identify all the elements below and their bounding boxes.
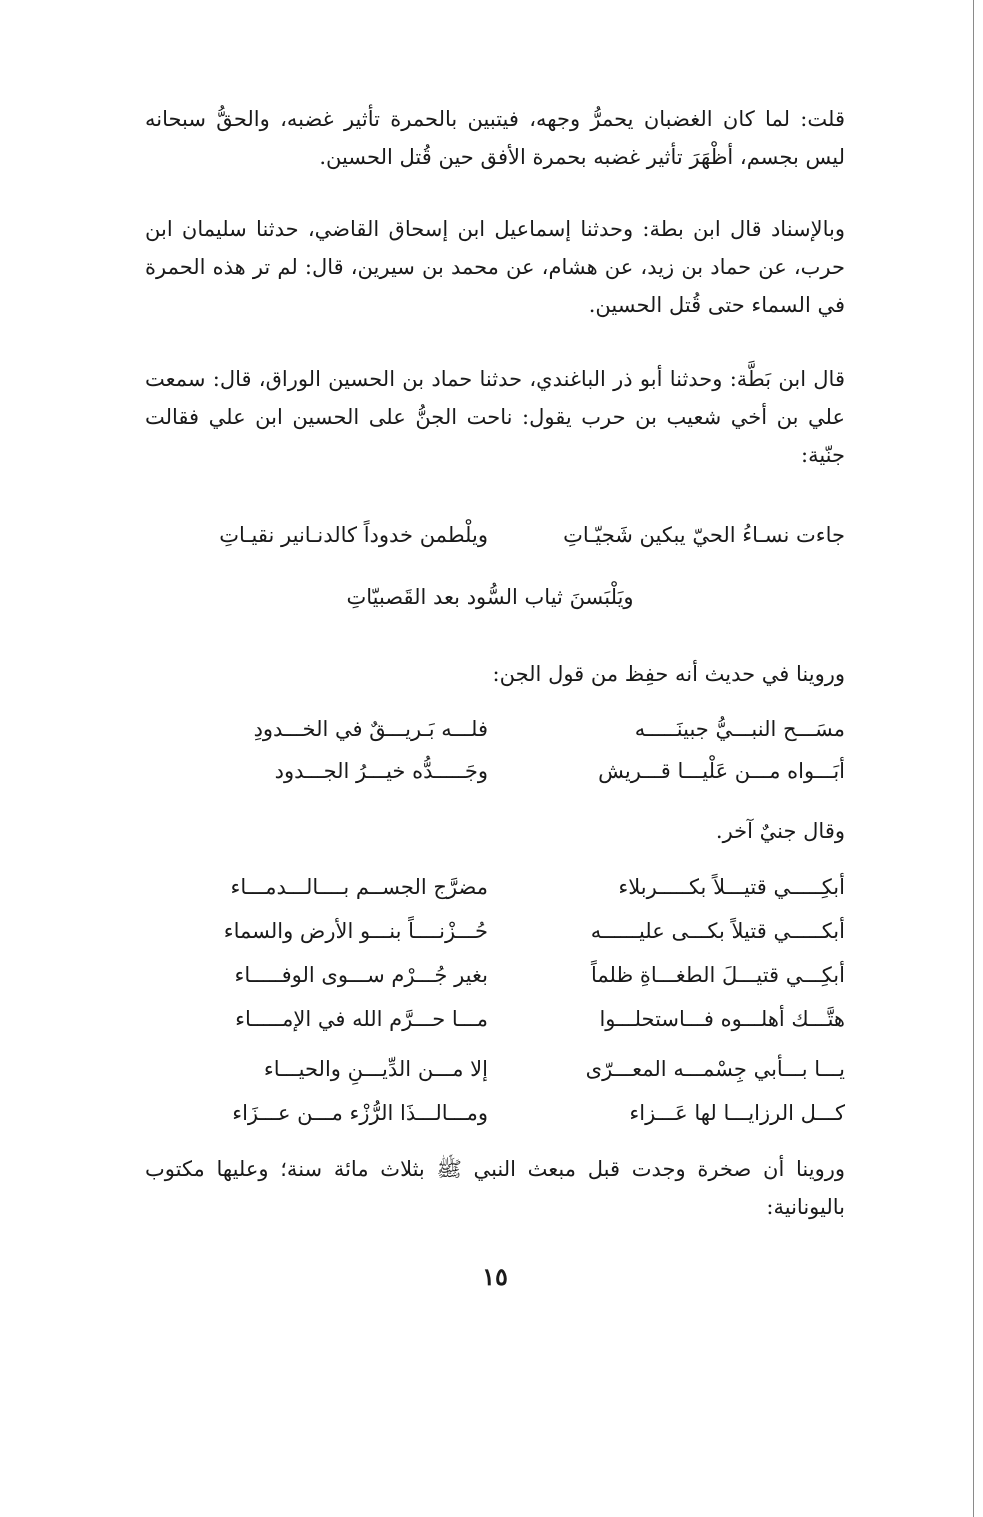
- poem2-line1-second-hemistich: فلـــه بَـريـــقٌ في الخـــدودِ: [253, 717, 488, 741]
- poem3-line5-second-hemistich: إلا مـــن الدِّيـــنِ والحيـــاء: [263, 1057, 488, 1081]
- poem3-intro: وقال جنيٌ آخر.: [715, 819, 845, 843]
- poem3-line2-second-hemistich: حُـــزْنــــاً بنـــو الأرض والسماء: [223, 919, 488, 943]
- poem1-line1-first-hemistich: جاءت نسـاءُ الحيّ يبكين شَجيّـاتِ: [563, 523, 845, 547]
- paragraph-2: وبالإسناد قال ابن بطة: وحدثنا إسماعيل ابن إسحاق القاضي، حدثنا سليمان ابن حرب، عن حماد بن زيد، عن هشام، عن محمد بن سيرين، قال: لم تر هذه الحمرة في السماء حتى قُتل الحسين.: [145, 217, 845, 317]
- poem3-line5-first-hemistich: يـــا بـــأبي جِسْمـــه المعـــرّى: [585, 1057, 845, 1081]
- poem3-line2-first-hemistich: أبكـــــي قتيلاً بكـــى عليــــــه: [590, 919, 845, 943]
- paragraph-1: قلت: لما كان الغضبان يحمرُّ وجهه، فيتبين بالحمرة تأثير غضبه، والحقُّ سبحانه ليس بجسم، أظْهَرَ تأثير غضبه بحمرة الأفق حين قُتل الحسين.: [145, 107, 845, 169]
- poem3-line1-second-hemistich: مضرَّج الجســم بــــالـــدمـــاء: [230, 875, 488, 899]
- poem2-line2-first-hemistich: أبَـــواه مـــن عَلْيـــا قـــريش: [598, 759, 845, 783]
- paragraph-3: قال ابن بَطَّة: وحدثنا أبو ذر الباغندي، حدثنا حماد بن الحسين الوراق، قال: سمعت علي بن أخي شعيب بن حرب يقول: ناحت الجنُّ على الحسين ابن علي فقالت جنّية:: [145, 367, 845, 467]
- poem1-line2: ويَلْبَسنَ ثياب السُّود بعد القَصبيّاتِ: [346, 585, 634, 609]
- page-edge-line: [973, 0, 974, 1517]
- poem3-line4-first-hemistich: هتَّـــك أهلـــوه فـــاستحلـــوا: [599, 1007, 845, 1031]
- poem3-line4-second-hemistich: مـــا حـــرَّم الله في الإمـــــاء: [235, 1007, 488, 1031]
- poem3-line6-second-hemistich: ومـــالـــذَا الرُّزْء مـــن عـــزَاء: [232, 1101, 488, 1125]
- poem3-line3-first-hemistich: أبكِـــي قتيـــلَ الطغـــاةِ ظلماً: [591, 963, 845, 987]
- poem1-line1-second-hemistich: ويلْطمن خدوداً كالدنـانير نقيـاتِ: [219, 523, 488, 547]
- poem2-line2-second-hemistich: وجَـــــدُّه خيـــرُ الجـــدود: [274, 759, 488, 783]
- page-number: ١٥: [482, 1262, 508, 1291]
- paragraph-4: وروينا أن صخرة وجدت قبل مبعث النبي ﷺ بثلاث مائة سنة؛ وعليها مكتوب باليونانية:: [145, 1157, 845, 1219]
- poem3-line6-first-hemistich: كـــل الرزايـــا لها عَـــزاء: [629, 1101, 845, 1125]
- poem3-line1-first-hemistich: أبكِـــــي قتيـــلاً بكـــــربلاء: [618, 875, 845, 899]
- poem2-intro: وروينا في حديث أنه حفِظ من قول الجن:: [492, 662, 845, 686]
- poem2-line1-first-hemistich: مسَـــح النبـــيُّ جبينَـــــه: [634, 717, 845, 741]
- poem3-line3-second-hemistich: بغير جُـــرْم ســـوى الوفـــــاء: [234, 963, 488, 987]
